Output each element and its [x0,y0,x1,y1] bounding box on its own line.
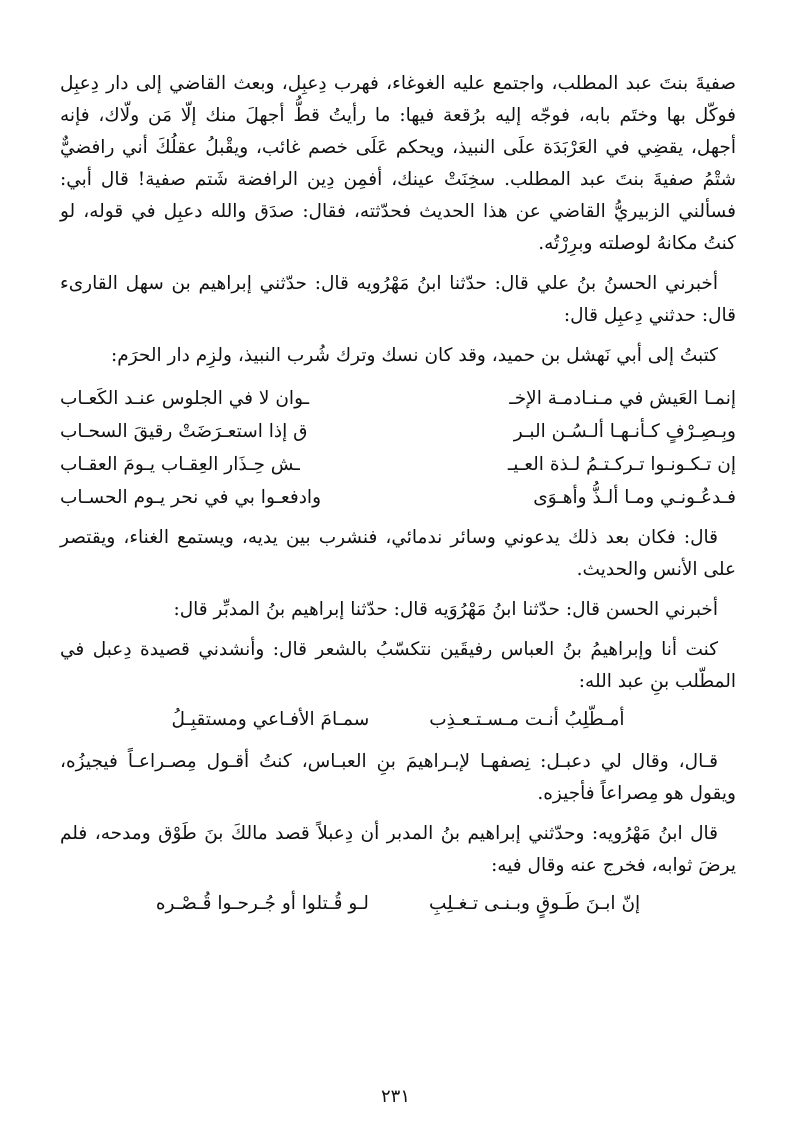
verse-line [60,382,736,415]
page-body [60,68,736,922]
verse-second-hemistich: لـو قُـتلوا أو جُـرحـوا قُـصْـره [155,893,369,914]
paragraph-1: صفيةَ بنتَ عبد المطلب، واجتمع عليه الغوغاء، فهرب دِعبِل، وبعث القاضي إلى دار دِعبِل فوكّل بها وختَم بابه، فوجّه إليه برُقعة فيها: ما رأيتُ قطُّ أجهلَ منك إلّا مَن ولّاك، فإنه أجهل، يقضِي في العَرْبَدَة علَى النبيذ، ويحكم عَلَى خصم غائب، ويقْبلُ عقلُكَ أني رافضيٌّ شتْمُ صفيةَ بنتَ عبد المطلب. سخِنَتْ عينك، أفمِن دِين الرافضة شَتم صفية! قال أبي: فسألني الزبيريُّ القاضي عن هذا الحديث فحدّثته، فقال: صدَق والله دعبِل في قوله، لو كنتُ مكانهُ لوصلته وبرِرْتُه. [60,73,736,254]
paragraph-6: كنت أنا وإبراهيمُ بنُ العباس رفيقَين نتكسّبُ بالشعر قال: وأنشدني قصيدة دِعبل في المطّلب بنِ عبد الله: [60,639,736,692]
verse-first-hemistich: إنّ ابـنَ طَـوقٍ وبـنـى تـغـلِبِ [428,893,641,914]
verse-second-hemistich: ـوان لا في الجلوس عنـد الكَعـاب [60,388,310,409]
verse-first-hemistich: إن تـكـونـوا تـركـتـمُ لـذة العـيـ [507,454,736,475]
poem-2-verse [60,702,736,738]
paragraph-5: أخبرني الحسن قال: حدّثنا ابنُ مَهْرُوَيه قال: حدّثنا إبراهيم بنُ المدبِّر قال: [173,599,718,620]
paragraph-8: قال ابنُ مَهْرُويه: وحدّثني إبراهيم بنُ المدبر أن دِعبلاً قصد مالكَ بنَ طَوْق ومدحه، فلم يرضَ ثوابه، فخرج عنه وقال فيه: [60,823,736,876]
paragraph-2: أخبرني الحسنُ بنُ علي قال: حدّثنا ابنُ مَهْرُويه قال: حدّثني إبراهيم بن سهل القارىء قال: حدثني دِعبِل قال: [60,273,736,326]
paragraph-4: قال: فكان بعد ذلك يدعوني وسائر ندمائي، فنشرب بين يديه، ويستمع الغناء، ويقتصر على الأنس والحديث. [60,527,736,580]
verse-line [60,448,736,481]
paragraph-3: كتبتُ إلى أبي نَهشل بن حميد، وقد كان نسك وترك شُرب النبيذ، ولزِم دار الحرَم: [111,345,718,366]
verse-second-hemistich: ـش حِـذَار العِقـاب يـومَ العقـاب [60,454,300,475]
poem-1 [60,382,736,514]
verse-second-hemistich: ق إذا استعـرَضَتْ رقيقَ السحـاب [60,421,308,442]
verse-second-hemistich: وادفعـوا بي في نحر يـوم الحسـاب [60,487,322,508]
verse-first-hemistich: فـدعُـونـي ومـا ألـذُّ وأهـوَى [533,487,736,508]
verse-first-hemistich: أمـطّلِبُ أنـت مـسـتـعـذِب [429,709,625,730]
poem-3-verse [60,886,736,922]
paragraph-7: قـال، وقال لي دعبـل: نِصفهـا لإبـراهيمَ بنِ العبـاس، كنتُ أقـول مِصـراعـاً فيجيزُه، ويقول هو مِصراعاً فأجيزه. [60,751,736,804]
verse-first-hemistich: وبِـصِـرْفٍ كـأنـهـا ألـسُـن البـر [513,421,736,442]
verse-line [60,481,736,514]
verse-second-hemistich: سمـامَ الأفـاعي ومستقبِـلُ [171,709,370,730]
page-number: ٢٣١ [380,1086,410,1107]
verse-first-hemistich: إنمـا العَيش في مـنـادمـة الإخـ [509,388,736,409]
verse-line [60,415,736,448]
